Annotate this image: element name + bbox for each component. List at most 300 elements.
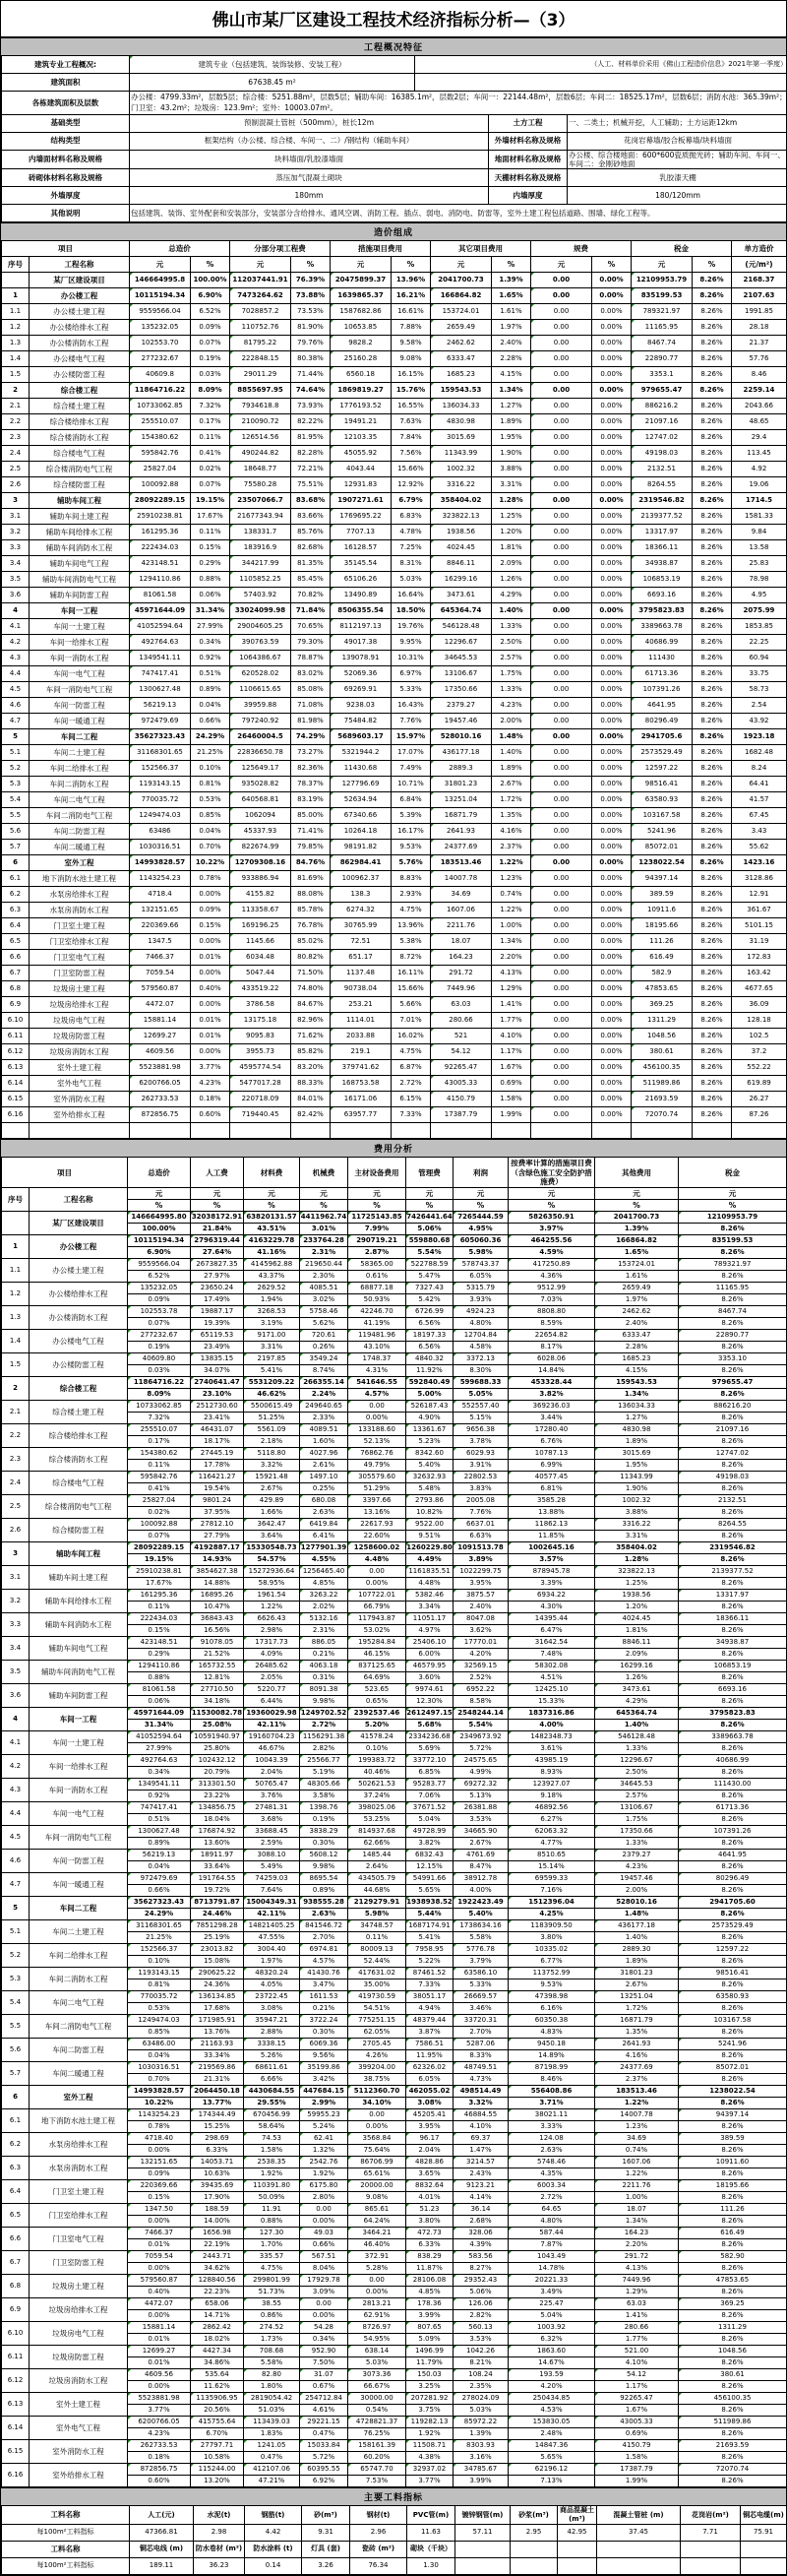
cell-percent: 76.39% [291, 273, 331, 288]
cell-amount: 17770.01 [454, 1637, 508, 1649]
cell-amount: 2548244.14 [454, 1708, 508, 1720]
cell-amount-percent [595, 1684, 679, 1708]
cell-amount-percent [406, 2133, 454, 2157]
materials-value: 4.42 [245, 2524, 302, 2541]
cell-percent: 21.25% [128, 1932, 190, 1943]
cell-amount-percent [406, 2369, 454, 2393]
cell-amount: 63580.93 [632, 792, 693, 808]
cell-percent: 17.68% [191, 2003, 243, 2014]
cell-percent: 6.97% [392, 666, 431, 682]
table-row [2, 1092, 787, 1107]
cell-amount: 54.12 [431, 1044, 492, 1060]
cell-amount-percent [509, 2440, 595, 2464]
cell-percent: 76.25% [348, 2428, 405, 2439]
cell-amount: 0.00 [531, 273, 592, 288]
cell-percent: 4.16% [492, 824, 531, 840]
cell-amount: 0.00 [531, 351, 592, 367]
table-row [2, 2039, 787, 2062]
table-row [2, 1235, 787, 1259]
cell-percent: 2.04% [244, 1767, 299, 1778]
cell-amount: 113752.99 [509, 1968, 594, 1979]
cell-percent: 17.67% [128, 1578, 190, 1589]
cell-percent: 7.87% [509, 2239, 594, 2250]
cell-amount-percent [191, 2015, 244, 2039]
cell-percent: 0.07% [191, 336, 230, 351]
cell-amount-percent [244, 2369, 300, 2393]
row-name: 车间二电气工程 [30, 1991, 128, 2015]
col-subheader-yuan-pct [406, 1188, 454, 1212]
cell-amount: 5315.79 [454, 1283, 508, 1294]
row-name: 辅助车间消防水工程 [30, 1613, 128, 1637]
cell-percent: 76.78% [291, 918, 331, 934]
cell-amount-percent [191, 1991, 244, 2015]
cell-amount-percent [348, 1897, 406, 1920]
cell-percent: 0.00% [592, 367, 632, 383]
cell-amount: 4043.44 [331, 462, 392, 477]
cell-amount: 9974.61 [406, 1684, 453, 1696]
cell-amount-percent [679, 2346, 787, 2369]
cell-amount-percent [595, 1661, 679, 1684]
cell-amount: 0.00 [531, 399, 592, 414]
cell-percent: 2.37% [492, 840, 531, 855]
cell-amount-percent [679, 2298, 787, 2322]
cell-amount: 797240.92 [230, 714, 291, 729]
cell-percent: 8.26% [693, 918, 732, 934]
cell-amount: 620528.02 [230, 666, 291, 682]
cell-percent: 5.98% [454, 1247, 508, 1258]
cell-amount: 113358.67 [230, 903, 291, 918]
cell-amount-percent [128, 2039, 191, 2062]
cell-percent: 0.88% [128, 1672, 190, 1683]
materials-col-header: PVC管(m) [407, 2506, 455, 2524]
cell-amount: 69269.91 [331, 682, 392, 698]
cell-amount: 3004.40 [244, 1944, 299, 1956]
cell-amount: 183513.46 [431, 855, 492, 871]
table-row [2, 1107, 787, 1123]
cell-amount: 6952.22 [454, 1684, 508, 1696]
cell-amount: 2211.76 [431, 918, 492, 934]
cell-percent: 0.00% [592, 493, 632, 509]
cell-amount-percent [509, 1708, 595, 1731]
cell-percent: 88.08% [291, 887, 331, 903]
cell-percent: 46.67% [244, 1743, 299, 1754]
cell-amount: 2197.85 [244, 1353, 299, 1365]
cell-percent: 8.26% [679, 2192, 786, 2203]
cell-amount: 8467.74 [632, 336, 693, 351]
cell-percent: 71.62% [291, 1029, 331, 1044]
cell-amount: 22617.93 [348, 1519, 405, 1531]
cell-amount: 62326.02 [406, 2062, 453, 2074]
cell-percent: 0.00% [592, 777, 632, 792]
cell-amount: 31801.23 [431, 777, 492, 792]
cell-percent: 0.51% [128, 1814, 190, 1825]
table-row [2, 1542, 787, 1566]
cell-percent: 1.75% [492, 666, 531, 682]
cell-amount: 7958.95 [406, 1944, 453, 1956]
cell-percent: 2.40% [454, 1602, 508, 1612]
cell-amount-percent [128, 1401, 191, 1424]
cell-amount-percent [509, 2275, 595, 2298]
cell-amount: 80296.49 [632, 714, 693, 729]
row-name: 辅助车间工程 [30, 1542, 128, 1566]
cell-amount: 3268.53 [244, 1306, 299, 1318]
cell-percent: 4.23% [595, 1861, 678, 1872]
cell-percent: 5.23% [406, 1436, 453, 1447]
cell-amount: 599688.33 [454, 1377, 508, 1389]
cell-amount: 567.51 [300, 2251, 347, 2263]
cell-percent: 0.26% [300, 1342, 347, 1352]
row-name: 室外工程 [30, 2086, 128, 2109]
cell-percent: 1.89% [492, 761, 531, 777]
table-row [2, 399, 787, 414]
cell-amount-percent [454, 1755, 509, 1779]
cell-percent: 1.22% [492, 903, 531, 918]
cell-percent: 6.56% [406, 1342, 453, 1352]
cell-amount-percent [679, 2157, 787, 2180]
cell-percent: 19.15% [191, 493, 230, 509]
cell-amount-percent [454, 1448, 509, 1472]
cell-amount: 747417.41 [128, 1802, 190, 1814]
cell-amount-percent [128, 2298, 191, 2322]
cell-percent: 0.88% [191, 572, 230, 588]
cell-amount-percent [191, 1968, 244, 1991]
cell-amount: 17929.78 [300, 2275, 347, 2287]
cell-percent: 3.01% [300, 1224, 347, 1234]
cell-amount: 13251.04 [595, 1991, 678, 2003]
cell-amount: 328.06 [454, 2228, 508, 2239]
cell-amount: 3263.22 [300, 1590, 347, 1602]
cell-amount-percent [454, 1850, 509, 1873]
overview-label: 各栋建筑面积及层数 [2, 92, 130, 115]
cell-percent: 15.66% [392, 462, 431, 477]
table-row [2, 2440, 787, 2464]
row-name: 综合楼防雷工程 [30, 1519, 128, 1542]
table-row [2, 2086, 787, 2109]
cell-amount: 1048.56 [632, 1029, 693, 1044]
cell-percent: 4.48% [406, 1578, 453, 1589]
cell-amount-percent [454, 1873, 509, 1897]
cell-percent: 13.16% [348, 1507, 405, 1518]
cell-amount-percent [244, 1472, 300, 1495]
cell-amount-percent [595, 1731, 679, 1755]
cell-amount: 26669.57 [454, 1991, 508, 2003]
cell-amount-percent [300, 2133, 348, 2157]
cell-percent: 0.34% [300, 2334, 347, 2345]
cell-percent: 12.30% [406, 1696, 453, 1707]
cell-amount-percent [300, 2369, 348, 2393]
row-name: 车间一消防电气工程 [30, 682, 130, 698]
unit-yuan: 元 [348, 1188, 405, 1200]
col-header-name: 工程名称 [30, 1188, 128, 1212]
cell-amount: 1249474.03 [130, 808, 191, 824]
cell-amount: 546128.48 [431, 619, 492, 635]
row-no: 1.1 [2, 304, 30, 320]
cell-amount-percent [406, 2275, 454, 2298]
cell-amount: 277232.67 [128, 1330, 190, 1342]
cell-percent: 5.65% [406, 1885, 453, 1896]
cell-percent: 51.03% [244, 2405, 299, 2416]
cell-amount: 85972.22 [454, 2417, 508, 2428]
row-no: 5.4 [2, 1991, 30, 2015]
cell-amount: 323822.13 [431, 509, 492, 525]
cell-percent: 2.20% [492, 950, 531, 966]
cell-percent: 15.25% [191, 2121, 243, 2132]
cell-amount: 76862.76 [348, 1448, 405, 1460]
cell-percent: 8.26% [693, 981, 732, 997]
cell-amount: 62196.12 [509, 2464, 594, 2476]
cell-percent: 6.56% [406, 1318, 453, 1329]
cell-percent: 3.76% [244, 1791, 299, 1801]
cell-amount-percent [509, 1897, 595, 1920]
cell-percent: 1.32% [300, 2145, 347, 2156]
cell-amount: 595842.76 [128, 1472, 190, 1483]
cell-amount: 51.23 [406, 2204, 453, 2216]
cell-amount: 399204.00 [348, 2062, 405, 2074]
row-no: 5.7 [2, 2062, 30, 2086]
cell-amount: 33720.31 [454, 2015, 508, 2027]
cell-amount: 11165.95 [632, 320, 693, 336]
cell-amount-percent [454, 1802, 509, 1826]
table-row [2, 1613, 787, 1637]
cell-percent: 54.95% [348, 2334, 405, 2345]
cell-amount: 80296.49 [679, 1873, 786, 1885]
row-name: 综合楼消防电气工程 [30, 462, 130, 477]
cell-percent: 0.00% [191, 966, 230, 981]
col-header-no: 序号 [2, 257, 30, 273]
cell-amount: 158161.39 [348, 2440, 405, 2452]
cell-percent: 8.26% [693, 1092, 732, 1107]
row-name: 门卫室土建工程 [30, 918, 130, 934]
cell-percent: 3.61% [509, 1743, 594, 1754]
cell-amount-percent [300, 1377, 348, 1401]
cell-amount-percent [454, 2417, 509, 2440]
cell-amount: 13490.89 [331, 588, 392, 603]
cell-percent: 16.02% [392, 1029, 431, 1044]
cell-amount: 22802.53 [454, 1472, 508, 1483]
cell-amount-percent [300, 2015, 348, 2039]
cell-amount-percent [348, 1448, 406, 1472]
cell-amount: 4472.07 [130, 997, 191, 1013]
cell-percent: 1.17% [595, 2381, 678, 2392]
cell-amount: 2542.76 [300, 2157, 347, 2168]
cell-amount: 47398.98 [509, 1991, 594, 2003]
cell-amount: 138.3 [331, 887, 392, 903]
cell-amount-percent [348, 2369, 406, 2393]
cell-amount: 472.73 [406, 2228, 453, 2239]
section-band-overview: 工程概况特征 [1, 37, 786, 56]
cell-percent: 73.53% [291, 304, 331, 320]
cell-percent: 0.30% [300, 2027, 347, 2038]
table-row [2, 351, 787, 367]
cell-percent: 4.26% [348, 2050, 405, 2061]
cell-amount-percent [406, 1519, 454, 1542]
cell-amount: 2033.88 [331, 1029, 392, 1044]
table-row [2, 462, 787, 477]
cell-percent: 7.48% [509, 1649, 594, 1660]
cell-amount: 8695.54 [300, 1873, 347, 1885]
cell-amount-percent [348, 1472, 406, 1495]
cell-amount-percent [509, 1542, 595, 1566]
cell-percent: 11.62% [191, 2381, 243, 2392]
cell-percent: 10.47% [191, 1602, 243, 1612]
cell-percent: 8.26% [679, 1625, 786, 1636]
cell-amount: 935028.82 [230, 777, 291, 792]
cell-amount: 0.00 [531, 855, 592, 871]
cell-percent: 3.32% [244, 1460, 299, 1471]
cell-amount-percent [348, 2133, 406, 2157]
cell-percent: 2.43% [454, 2168, 508, 2179]
col-subheader-pct: % [291, 257, 331, 273]
cell-percent: 0.00% [592, 1029, 632, 1044]
cell-amount-percent [128, 1684, 191, 1708]
cell-amount-percent [679, 1944, 787, 1968]
cell-amount-percent [300, 1944, 348, 1968]
row-no: 3.5 [2, 572, 30, 588]
cell-amount: 17350.66 [595, 1826, 678, 1838]
cell-amount: 135232.05 [128, 1283, 190, 1294]
cell-amount-percent [454, 2109, 509, 2133]
cell-amount-percent [348, 2346, 406, 2369]
cell-amount-percent [406, 1495, 454, 1519]
cell-percent: 2.24% [300, 1389, 347, 1400]
cell-amount-percent [300, 1353, 348, 1377]
cell-amount: 1922423.49 [454, 1897, 508, 1909]
cell-percent: 15.14% [509, 1861, 594, 1872]
cell-percent: 3.64% [244, 1531, 299, 1541]
cell-amount-percent [509, 1235, 595, 1259]
cell-amount-percent [509, 2346, 595, 2369]
cell-amount: 19457.46 [595, 1873, 678, 1885]
cell-percent: 8.26% [693, 603, 732, 619]
cell-amount: 1482348.73 [509, 1731, 594, 1743]
cell-amount-percent [595, 2393, 679, 2417]
cell-amount-percent [454, 2275, 509, 2298]
cell-percent: 4.23% [191, 1076, 230, 1092]
empty-cell [392, 1123, 431, 1139]
cell-amount: 38021.11 [509, 2109, 594, 2121]
cell-percent: 1.83% [244, 2428, 299, 2439]
overview-value: 乳胶漆天棚 [568, 169, 787, 187]
row-no: 5.7 [2, 840, 30, 855]
cell-amount-percent [191, 2322, 244, 2346]
cell-amount: 207281.92 [406, 2393, 453, 2405]
cell-amount-percent [454, 2086, 509, 2109]
cell-amount-percent [679, 1519, 787, 1542]
cell-amount: 605060.36 [454, 1235, 508, 1247]
cell-amount: 0.00 [531, 934, 592, 950]
cell-percent: 16.15% [392, 367, 431, 383]
cell-amount: 166864.82 [595, 1235, 678, 1247]
cell-amount-percent [509, 1377, 595, 1401]
cell-percent: 4.16% [595, 2050, 678, 2061]
row-name: 综合楼消防水工程 [30, 430, 130, 446]
cell-amount-percent [348, 1944, 406, 1968]
cell-percent: 80.82% [291, 950, 331, 966]
cell-amount: 54991.66 [406, 1873, 453, 1885]
cell-amount: 35199.86 [300, 2062, 347, 2074]
cell-percent: 33.64% [191, 1861, 243, 1872]
row-name: 车间一暖通工程 [30, 714, 130, 729]
table-row [2, 966, 787, 981]
cell-amount: 29004605.25 [230, 619, 291, 635]
cell-percent: 3.88% [595, 1507, 678, 1518]
cell-amount-percent [406, 1826, 454, 1850]
cell-amount: 369236.03 [509, 1401, 594, 1413]
cell-amount: 2462.62 [431, 336, 492, 351]
cell-percent: 2.04% [406, 2145, 453, 2156]
cell-percent: 4.36% [509, 1271, 594, 1282]
table-row [2, 257, 787, 273]
cell-amount: 14395.44 [509, 1613, 594, 1625]
cell-amount: 117943.87 [348, 1613, 405, 1625]
cell-amount: 81061.58 [130, 588, 191, 603]
cell-percent: 2.00% [492, 714, 531, 729]
cell-amount-percent [679, 2275, 787, 2298]
cell-amount-percent [128, 2228, 191, 2251]
cell-percent: 15.08% [191, 1956, 243, 1967]
cell-amount: 313301.50 [191, 1779, 243, 1791]
cell-amount: 262733.53 [128, 2440, 190, 2452]
cell-percent: 1.95% [492, 430, 531, 446]
cell-amount: 0.00 [531, 824, 592, 840]
cell-amount: 34.69 [595, 2133, 678, 2145]
cell-amount-percent [509, 2157, 595, 2180]
cell-amount-percent [128, 1779, 191, 1802]
cell-amount: 210090.72 [230, 414, 291, 430]
col-header-group: 规费 [531, 241, 632, 257]
cell-amount-percent [679, 1731, 787, 1755]
cell-amount: 0.00 [531, 414, 592, 430]
cell-amount-percent [509, 1424, 595, 1448]
cell-percent: 0.00% [348, 2121, 405, 2132]
cell-percent: 8.26% [679, 1436, 786, 1447]
materials-col-header: 铜芯电缆(m) [741, 2506, 787, 2524]
cell-amount: 24377.69 [595, 2062, 678, 2074]
cell-amount-percent [454, 1472, 509, 1495]
row-no: 2 [2, 1377, 30, 1401]
cell-amount: 42246.70 [348, 1306, 405, 1318]
cell-amount: 423148.51 [130, 556, 191, 572]
cell-percent: 2.40% [492, 336, 531, 351]
cell-percent: 0.07% [128, 1318, 190, 1329]
cell-percent: 8.26% [693, 540, 732, 556]
cell-unit-price: 2075.99 [732, 603, 787, 619]
cell-amount-percent [244, 1424, 300, 1448]
cell-percent: 23.49% [191, 1342, 243, 1352]
cell-percent: 1.35% [492, 808, 531, 824]
cell-amount-percent [454, 1968, 509, 1991]
cell-amount: 952.90 [300, 2346, 347, 2357]
row-name: 车间二暖通工程 [30, 840, 130, 855]
cell-percent: 2.70% [454, 2027, 508, 2038]
cell-percent: 5.04% [406, 1814, 453, 1825]
cell-amount: 419730.59 [348, 1991, 405, 2003]
cell-percent: 0.40% [128, 2287, 190, 2297]
cell-amount: 2139377.52 [679, 1566, 786, 1578]
cell-percent: 31.34% [191, 603, 230, 619]
row-no: 5.6 [2, 2039, 30, 2062]
row-no: 6.16 [2, 1107, 30, 1123]
cell-amount-percent [406, 1755, 454, 1779]
cell-amount-percent [406, 2157, 454, 2180]
cell-percent: 1.60% [300, 1436, 347, 1447]
cell-percent: 4.48% [348, 1554, 405, 1565]
row-name: 辅助车间消防水工程 [30, 540, 130, 556]
table-row [2, 1968, 787, 1991]
cell-amount: 1938.56 [595, 1590, 678, 1602]
cell-amount: 835199.53 [632, 288, 693, 304]
cell-amount: 2379.27 [595, 1850, 678, 1861]
